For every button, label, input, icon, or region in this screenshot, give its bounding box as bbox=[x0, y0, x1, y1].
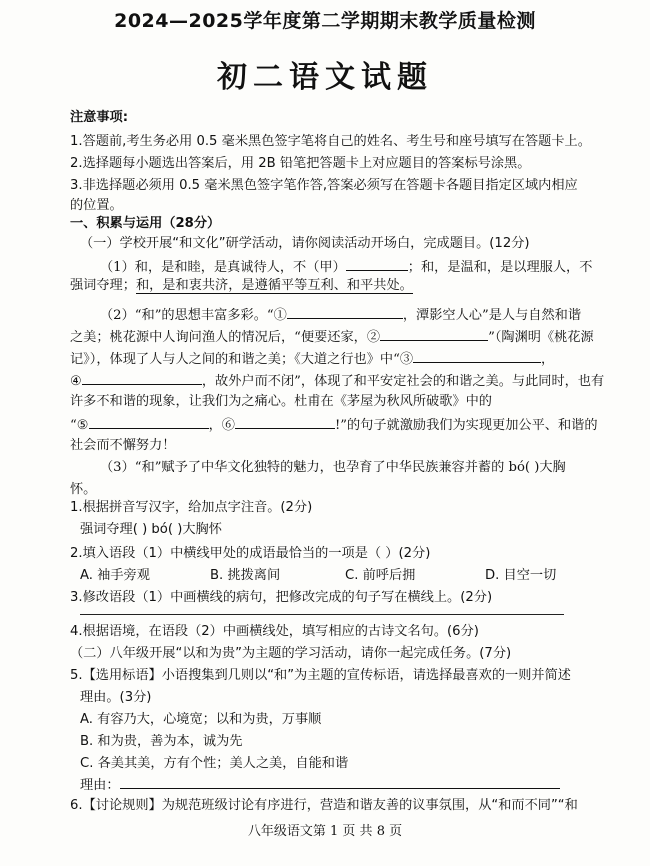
blank-jia bbox=[346, 256, 408, 271]
paragraph-1-line-1 bbox=[100, 256, 618, 278]
reason-blank bbox=[120, 774, 560, 789]
paragraph-2-line-4: ④ ，故外户而不闭”，体现了和平安定社会的和谐之美。与此同时，也有 bbox=[70, 370, 618, 392]
question-5-line-1: 5.【选用标语】小语搜集到几则以“和”为主题的宣传标语，请选择最喜欢的一则并简述 bbox=[70, 668, 571, 683]
slogan-option-b: B. 和为贵，善为本，诚为先 bbox=[80, 734, 243, 749]
reason-line: 理由： bbox=[80, 774, 618, 796]
page-footer: 八年级语文第 1 页 共 8 页 bbox=[247, 824, 403, 839]
option-a: A. 袖手旁观 bbox=[80, 568, 150, 583]
blank-5 bbox=[89, 414, 209, 429]
section-1-heading: 一、积累与运用（28分） bbox=[70, 216, 221, 231]
blank-2 bbox=[380, 326, 488, 341]
note-item-1: 1.答题前,考生务必用 0.5 毫米黑色签字笔将自己的姓名、考生号和座号填写在答题卡上。 bbox=[70, 134, 591, 149]
blank-3 bbox=[413, 348, 541, 363]
question-1: 1.根据拼音写汉字，给加点字注音。(2分) bbox=[70, 500, 313, 515]
notes-heading: 注意事项: bbox=[70, 110, 129, 125]
question-5-line-2: 理由。(3分) bbox=[80, 690, 152, 705]
question-1-sub: 强词夺理( ) bó( )大胸怀 bbox=[80, 522, 222, 537]
question-2: 2.填入语段（1）中横线甲处的成语最恰当的一项是（ ）(2分) bbox=[70, 546, 431, 561]
slogan-option-a: A. 有容乃大，心境宽；以和为贵，万事顺 bbox=[80, 712, 322, 727]
option-c: C. 前呼后拥 bbox=[345, 568, 416, 583]
note-item-4: 的位置。 bbox=[70, 198, 123, 213]
question-4: 4.根据语境，在语段（2）中画横线处，填写相应的古诗文名句。(6分) bbox=[70, 624, 479, 639]
part-2-intro: （二）八年级开展“以和为贵”为主题的学习活动，请你一起完成任务。(7分) bbox=[70, 646, 512, 661]
p1-text-a: （1）和，是和睦，是真诚待人，不（甲） bbox=[100, 260, 346, 275]
option-b: B. 挑拨离间 bbox=[210, 568, 281, 583]
note-item-3: 3.非选择题必须用 0.5 毫米黑色签字笔作答,答案必须写在答题卡各题目指定区域内相应 bbox=[70, 178, 578, 193]
p1-text-c: 强词夺理； bbox=[70, 278, 136, 293]
blank-6 bbox=[235, 414, 335, 429]
paragraph-3-line-2: 怀。 bbox=[70, 482, 97, 497]
p1-text-b: ；和，是温和，是以理服人，不 bbox=[407, 260, 593, 275]
question-6-line-1: 6.【讨论规则】为规范班级讨论有序进行，营造和谐友善的议事氛围，从“和而不同”“和 bbox=[70, 798, 578, 813]
blank-4 bbox=[82, 370, 202, 385]
paragraph-2-line-3: 记》），体现了人与人之间的和谐之美；《大道之行也》中“③ ， bbox=[70, 348, 618, 370]
subject-title: 初二语文试题 bbox=[217, 60, 433, 95]
paragraph-2-line-7: 社会而不懈努力！ bbox=[70, 438, 176, 453]
paragraph-3-line-1: （3）“和”赋予了中华文化独特的魅力，也孕育了中华民族兼容并蓄的 bó( )大胸 bbox=[100, 460, 566, 475]
question-2-options bbox=[80, 566, 618, 586]
slogan-option-c: C. 各美其美，方有个性；美人之美，自能和谐 bbox=[80, 756, 349, 771]
blank-1 bbox=[287, 304, 403, 319]
paragraph-2-line-5: 许多不和谐的现象，让我们为之痛心。杜甫在《茅屋为秋风所破歌》中的 bbox=[70, 394, 492, 409]
paragraph-1-line-2 bbox=[70, 276, 618, 296]
flawed-sentence: 和，是和衷共济，是遵循平等互利、和平共处。 bbox=[135, 278, 413, 293]
exam-title: 2024—2025学年度第二学期期末教学质量检测 bbox=[114, 10, 536, 32]
paragraph-2-line-6: “⑤ ，⑥ !”的句子就激励我们为实现更加公平、和谐的 bbox=[70, 414, 618, 436]
paragraph-2-line-2: 之美；桃花源中人询问渔人的情况后，“便要还家，② ”（陶渊明《桃花源 bbox=[70, 326, 618, 348]
option-d: D. 目空一切 bbox=[485, 568, 557, 583]
note-item-2: 2.选择题每小题选出答案后，用 2B 铅笔把答题卡上对应题目的答案标号涂黑。 bbox=[70, 156, 531, 171]
answer-line bbox=[80, 614, 564, 615]
question-3: 3.修改语段（1）中画横线的病句，把修改完成的句子写在横线上。(2分) bbox=[70, 590, 493, 605]
paragraph-2-line-1: （2）“和”的思想丰富多彩。“① ，潭影空人心”是人与自然和谐 bbox=[100, 304, 618, 326]
part-1-intro: （一）学校开展“和文化”研学活动，请你阅读活动开场白，完成题目。(12分) bbox=[80, 236, 530, 251]
